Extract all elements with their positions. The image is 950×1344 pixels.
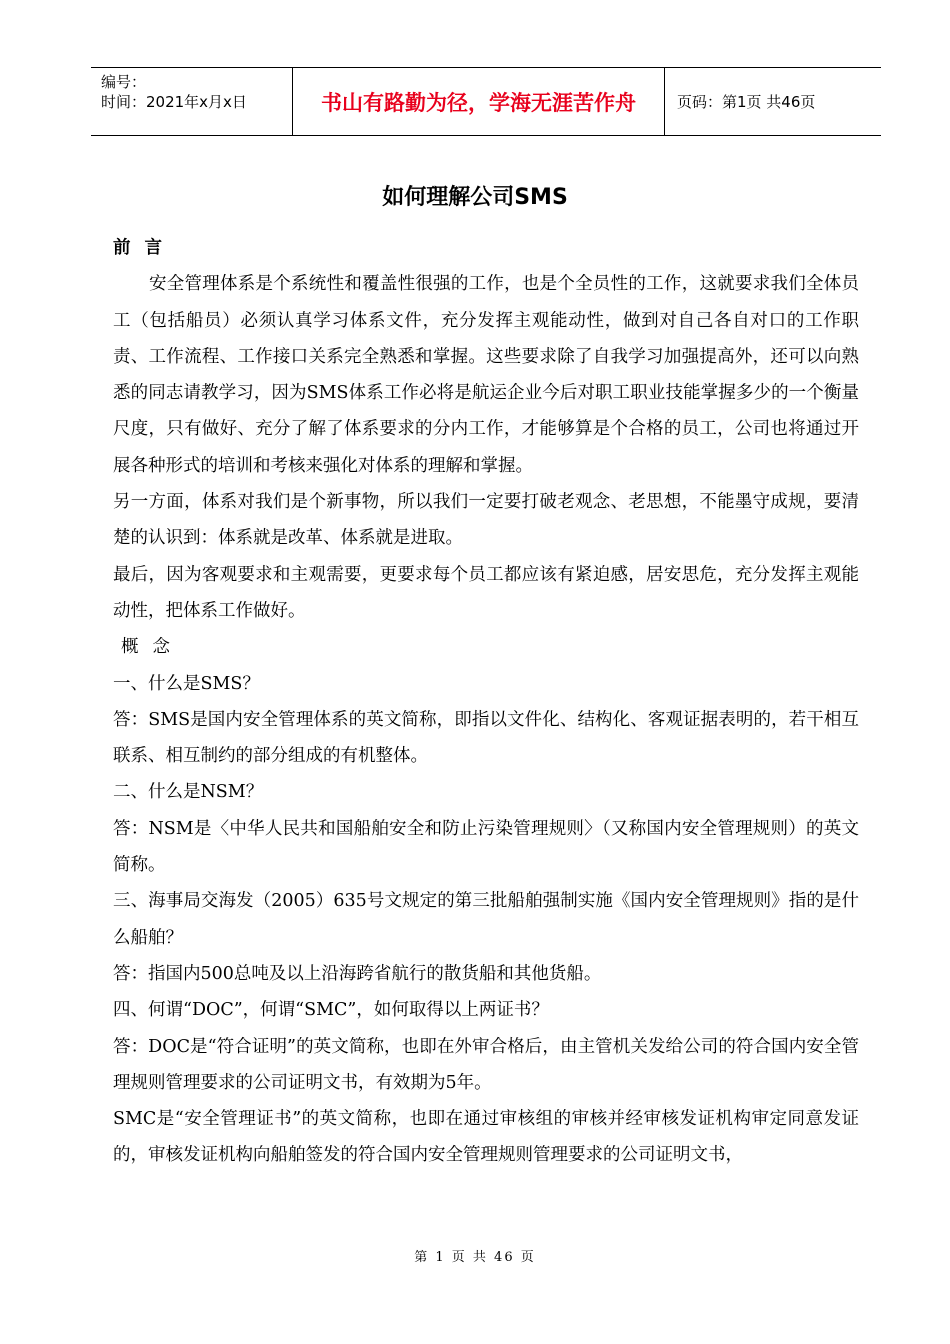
question-4: 四、何谓“DOC”，何谓“SMC”，如何取得以上两证书？ [113, 1000, 549, 1021]
header-number: 编号： [101, 73, 147, 91]
document-body [113, 230, 859, 1174]
concept-heading: 概念 [121, 637, 184, 658]
preface-paragraph-3: 最后，因为客观要求和主观需要，更要求每个员工都应该有紧迫感，居安思危，充分发挥主观能动性，把体系工作做好。 [113, 564, 859, 621]
answer-3: 答：指国内500总吨及以上沿海跨省航行的散货船和其他货船。 [113, 963, 602, 984]
preface-paragraph-1: 安全管理体系是个系统性和覆盖性很强的工作，也是个全员性的工作，这就要求我们全体员工（包括船员）必须认真学习体系文件，充分发挥主观能动性，做到对自己各自对口的工作职责、工作流程、工作接口关系完全熟悉和掌握。这些要求除了自我学习加强提高外，还可以向熟悉的同志请教学习，因为SMS体系工作必将是航运企业今后对职工职业技能掌握多少的一个衡量尺度，只有做好、充分了解了体系要求的分内工作，才能够算是个合格的员工，公司也将通过开展各种形式的培训和考核来强化对体系的理解和掌握。 [113, 274, 859, 476]
answer-4: 答：DOC是“符合证明”的英文简称，也即在外审合格后，由主管机关发给公司的符合国内安全管理规则管理要求的公司证明文书，有效期为5年。 [113, 1036, 859, 1093]
preface-paragraph-2: 另一方面，体系对我们是个新事物，所以我们一定要打破老观念、老思想，不能墨守成规，要清楚的认识到：体系就是改革、体系就是进取。 [113, 492, 859, 549]
page-header [91, 67, 881, 136]
preface-heading: 前言 [113, 238, 176, 258]
document-title: 如何理解公司SMS [382, 185, 568, 210]
page-footer: 第 1 页 共 46 页 [414, 1250, 536, 1265]
header-motto: 书山有路勤为径，学海无涯苦作舟 [293, 68, 665, 135]
question-3: 三、海事局交海发（2005）635号文规定的第三批船舶强制实施《国内安全管理规则》指的是什么船舶？ [113, 891, 859, 948]
header-page-label: 页码：第1页 共46页 [677, 93, 816, 111]
answer-2: 答：NSM是〈中华人民共和国船舶安全和防止污染管理规则〉（又称国内安全管理规则）的英文简称。 [113, 818, 859, 876]
question-1: 一、什么是SMS？ [113, 673, 260, 694]
answer-4-continued: SMC是“安全管理证书”的英文简称，也即在通过审核组的审核并经审核发证机构审定同意发证的，审核发证机构向船舶签发的符合国内安全管理规则管理要求的公司证明文书， [113, 1109, 859, 1166]
header-meta [91, 68, 293, 135]
header-time: 时间：2021年x月x日 [101, 93, 247, 111]
question-2: 二、什么是NSM？ [113, 782, 264, 803]
answer-1: 答：SMS是国内安全管理体系的英文简称，即指以文件化、结构化、客观证据表明的，若干相互联系、相互制约的部分组成的有机整体。 [113, 709, 859, 767]
